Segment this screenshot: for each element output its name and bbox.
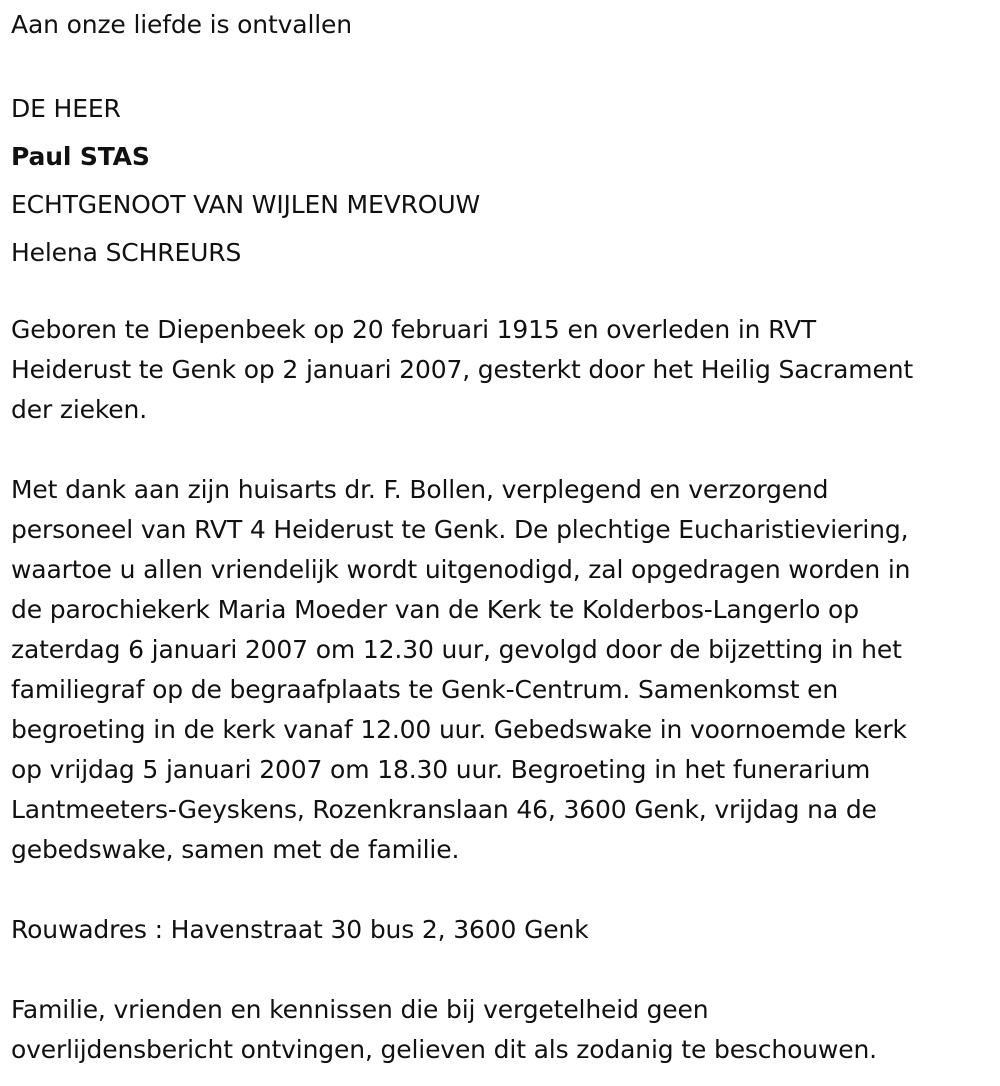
intro-block <box>11 5 352 45</box>
paragraph-line: Familie, vrienden en kennissen die bij vergetelheid geen <box>11 995 709 1024</box>
paragraph-line: familiegraf op de begraafplaats te Genk-Centrum. Samenkomst en <box>11 675 839 704</box>
paragraph-line: zaterdag 6 januari 2007 om 12.30 uur, gevolgd door de bijzetting in het <box>11 635 902 664</box>
deceased-name: Paul STAS <box>11 142 150 171</box>
ceremony-paragraph <box>11 470 910 870</box>
title-prefix: DE HEER <box>11 94 121 123</box>
paragraph-line: de parochiekerk Maria Moeder van de Kerk te Kolderbos-Langerlo op <box>11 595 859 624</box>
paragraph-line: gebedswake, samen met de familie. <box>11 835 460 864</box>
closing-paragraph <box>11 990 877 1070</box>
mourning-address: Rouwadres : Havenstraat 30 bus 2, 3600 Genk <box>11 915 589 944</box>
paragraph-line: op vrijdag 5 januari 2007 om 18.30 uur. Begroeting in het funerarium <box>11 755 871 784</box>
mourning-address-block <box>11 910 589 950</box>
paragraph-line: waartoe u allen vriendelijk wordt uitgenodigd, zal opgedragen worden in <box>11 555 911 584</box>
paragraph-line: overlijdensbericht ontvingen, gelieven dit als zodanig te beschouwen. <box>11 1035 877 1064</box>
intro-text: Aan onze liefde is ontvallen <box>11 10 352 39</box>
paragraph-line: Lantmeeters-Geyskens, Rozenkranslaan 46, 3600 Genk, vrijdag na de <box>11 795 877 824</box>
spouse-label: ECHTGENOOT VAN WIJLEN MEVROUW <box>11 190 481 219</box>
paragraph-line: Heiderust te Genk op 2 januari 2007, gesterkt door het Heilig Sacrament <box>11 355 914 384</box>
paragraph-line: begroeting in de kerk vanaf 12.00 uur. Gebedswake in voornoemde kerk <box>11 715 907 744</box>
paragraph-line: Geboren te Diepenbeek op 20 februari 1915 en overleden in RVT <box>11 315 817 344</box>
paragraph-line: personeel van RVT 4 Heiderust te Genk. De plechtige Eucharistieviering, <box>11 515 909 544</box>
spouse-name: Helena SCHREURS <box>11 238 242 267</box>
paragraph-line: Met dank aan zijn huisarts dr. F. Bollen, verplegend en verzorgend <box>11 475 829 504</box>
paragraph-line: der zieken. <box>11 395 148 424</box>
deceased-block <box>11 85 480 277</box>
birth-death-paragraph <box>11 310 913 430</box>
